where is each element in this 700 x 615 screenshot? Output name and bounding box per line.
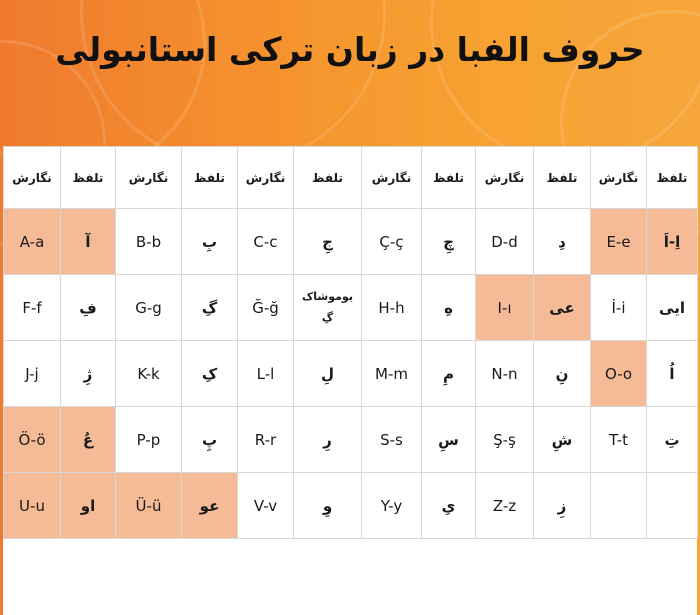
letter-cell: Ş-ş: [476, 407, 534, 473]
letter-cell: U-u: [4, 473, 61, 539]
header-writing: نگارش: [116, 147, 182, 209]
table-row: [4, 407, 698, 473]
pronunciation-cell: پِ: [182, 407, 238, 473]
header-pronunciation: تلفظ: [647, 147, 698, 209]
letter-cell: N-n: [476, 341, 534, 407]
header-pronunciation: تلفظ: [61, 147, 116, 209]
pronunciation-cell: جِ: [294, 209, 362, 275]
pronunciation-cell: عو: [182, 473, 238, 539]
letter-cell: Ç-ç: [362, 209, 422, 275]
pronunciation-cell: شِ: [534, 407, 591, 473]
letter-cell: Ğ-ğ: [238, 275, 294, 341]
pronunciation-text: یوموشاک: [302, 289, 353, 303]
letter-cell: F-f: [4, 275, 61, 341]
alphabet-table: [3, 146, 698, 539]
letter-cell: [591, 473, 647, 539]
letter-cell: Ü-ü: [116, 473, 182, 539]
letter-cell: L-l: [238, 341, 294, 407]
letter-cell: Z-z: [476, 473, 534, 539]
pronunciation-cell: ژِ: [61, 341, 116, 407]
letter-cell: İ-i: [591, 275, 647, 341]
pronunciation-cell: سِ: [422, 407, 476, 473]
letter-cell: M-m: [362, 341, 422, 407]
pronunciation-cell: هِ: [422, 275, 476, 341]
pronunciation-cell: رِ: [294, 407, 362, 473]
pronunciation-cell: اِ-اَ: [647, 209, 698, 275]
letter-cell: O-o: [591, 341, 647, 407]
letter-cell: D-d: [476, 209, 534, 275]
pronunciation-cell: زِ: [534, 473, 591, 539]
pronunciation-cell: وِ: [294, 473, 362, 539]
pronunciation-cell: بِ: [182, 209, 238, 275]
header-writing: نگارش: [591, 147, 647, 209]
header-writing: نگارش: [4, 147, 61, 209]
table-row: [4, 473, 698, 539]
pronunciation-cell: چِ: [422, 209, 476, 275]
pronunciation-cell: کِ: [182, 341, 238, 407]
pronunciation-text: گِ: [321, 310, 334, 324]
pronunciation-cell: عُ: [61, 407, 116, 473]
page-title: حروف الفبا در زبان ترکی استانبولی: [55, 30, 645, 69]
letter-cell: A-a: [4, 209, 61, 275]
letter-cell: E-e: [591, 209, 647, 275]
header-pronunciation: تلفظ: [422, 147, 476, 209]
letter-cell: V-v: [238, 473, 294, 539]
header-writing: نگارش: [362, 147, 422, 209]
pronunciation-cell: آ: [61, 209, 116, 275]
table-row: [4, 341, 698, 407]
letter-cell: C-c: [238, 209, 294, 275]
letter-cell: B-b: [116, 209, 182, 275]
letter-cell: S-s: [362, 407, 422, 473]
letter-cell: T-t: [591, 407, 647, 473]
letter-cell: I-ı: [476, 275, 534, 341]
table-row: [4, 275, 698, 341]
pronunciation-cell: دِ: [534, 209, 591, 275]
pronunciation-cell: [647, 473, 698, 539]
letter-cell: P-p: [116, 407, 182, 473]
pronunciation-cell: یِ: [422, 473, 476, 539]
pronunciation-cell: [294, 275, 362, 341]
pronunciation-cell: فِ: [61, 275, 116, 341]
header-pronunciation: تلفظ: [182, 147, 238, 209]
letter-cell: K-k: [116, 341, 182, 407]
pronunciation-cell: گِ: [182, 275, 238, 341]
letter-cell: G-g: [116, 275, 182, 341]
header-pronunciation: تلفظ: [294, 147, 362, 209]
table-row: [4, 209, 698, 275]
letter-cell: R-r: [238, 407, 294, 473]
pronunciation-cell: تِ: [647, 407, 698, 473]
pronunciation-cell: عی: [534, 275, 591, 341]
header-writing: نگارش: [476, 147, 534, 209]
letter-cell: J-j: [4, 341, 61, 407]
pronunciation-cell: او: [61, 473, 116, 539]
pronunciation-cell: مِ: [422, 341, 476, 407]
letter-cell: Ö-ö: [4, 407, 61, 473]
letter-cell: Y-y: [362, 473, 422, 539]
letter-cell: H-h: [362, 275, 422, 341]
pronunciation-cell: ایی: [647, 275, 698, 341]
header-writing: نگارش: [238, 147, 294, 209]
pronunciation-cell: لِ: [294, 341, 362, 407]
pronunciation-cell: اُ: [647, 341, 698, 407]
header-row: [4, 147, 698, 209]
header-pronunciation: تلفظ: [534, 147, 591, 209]
pronunciation-cell: نِ: [534, 341, 591, 407]
